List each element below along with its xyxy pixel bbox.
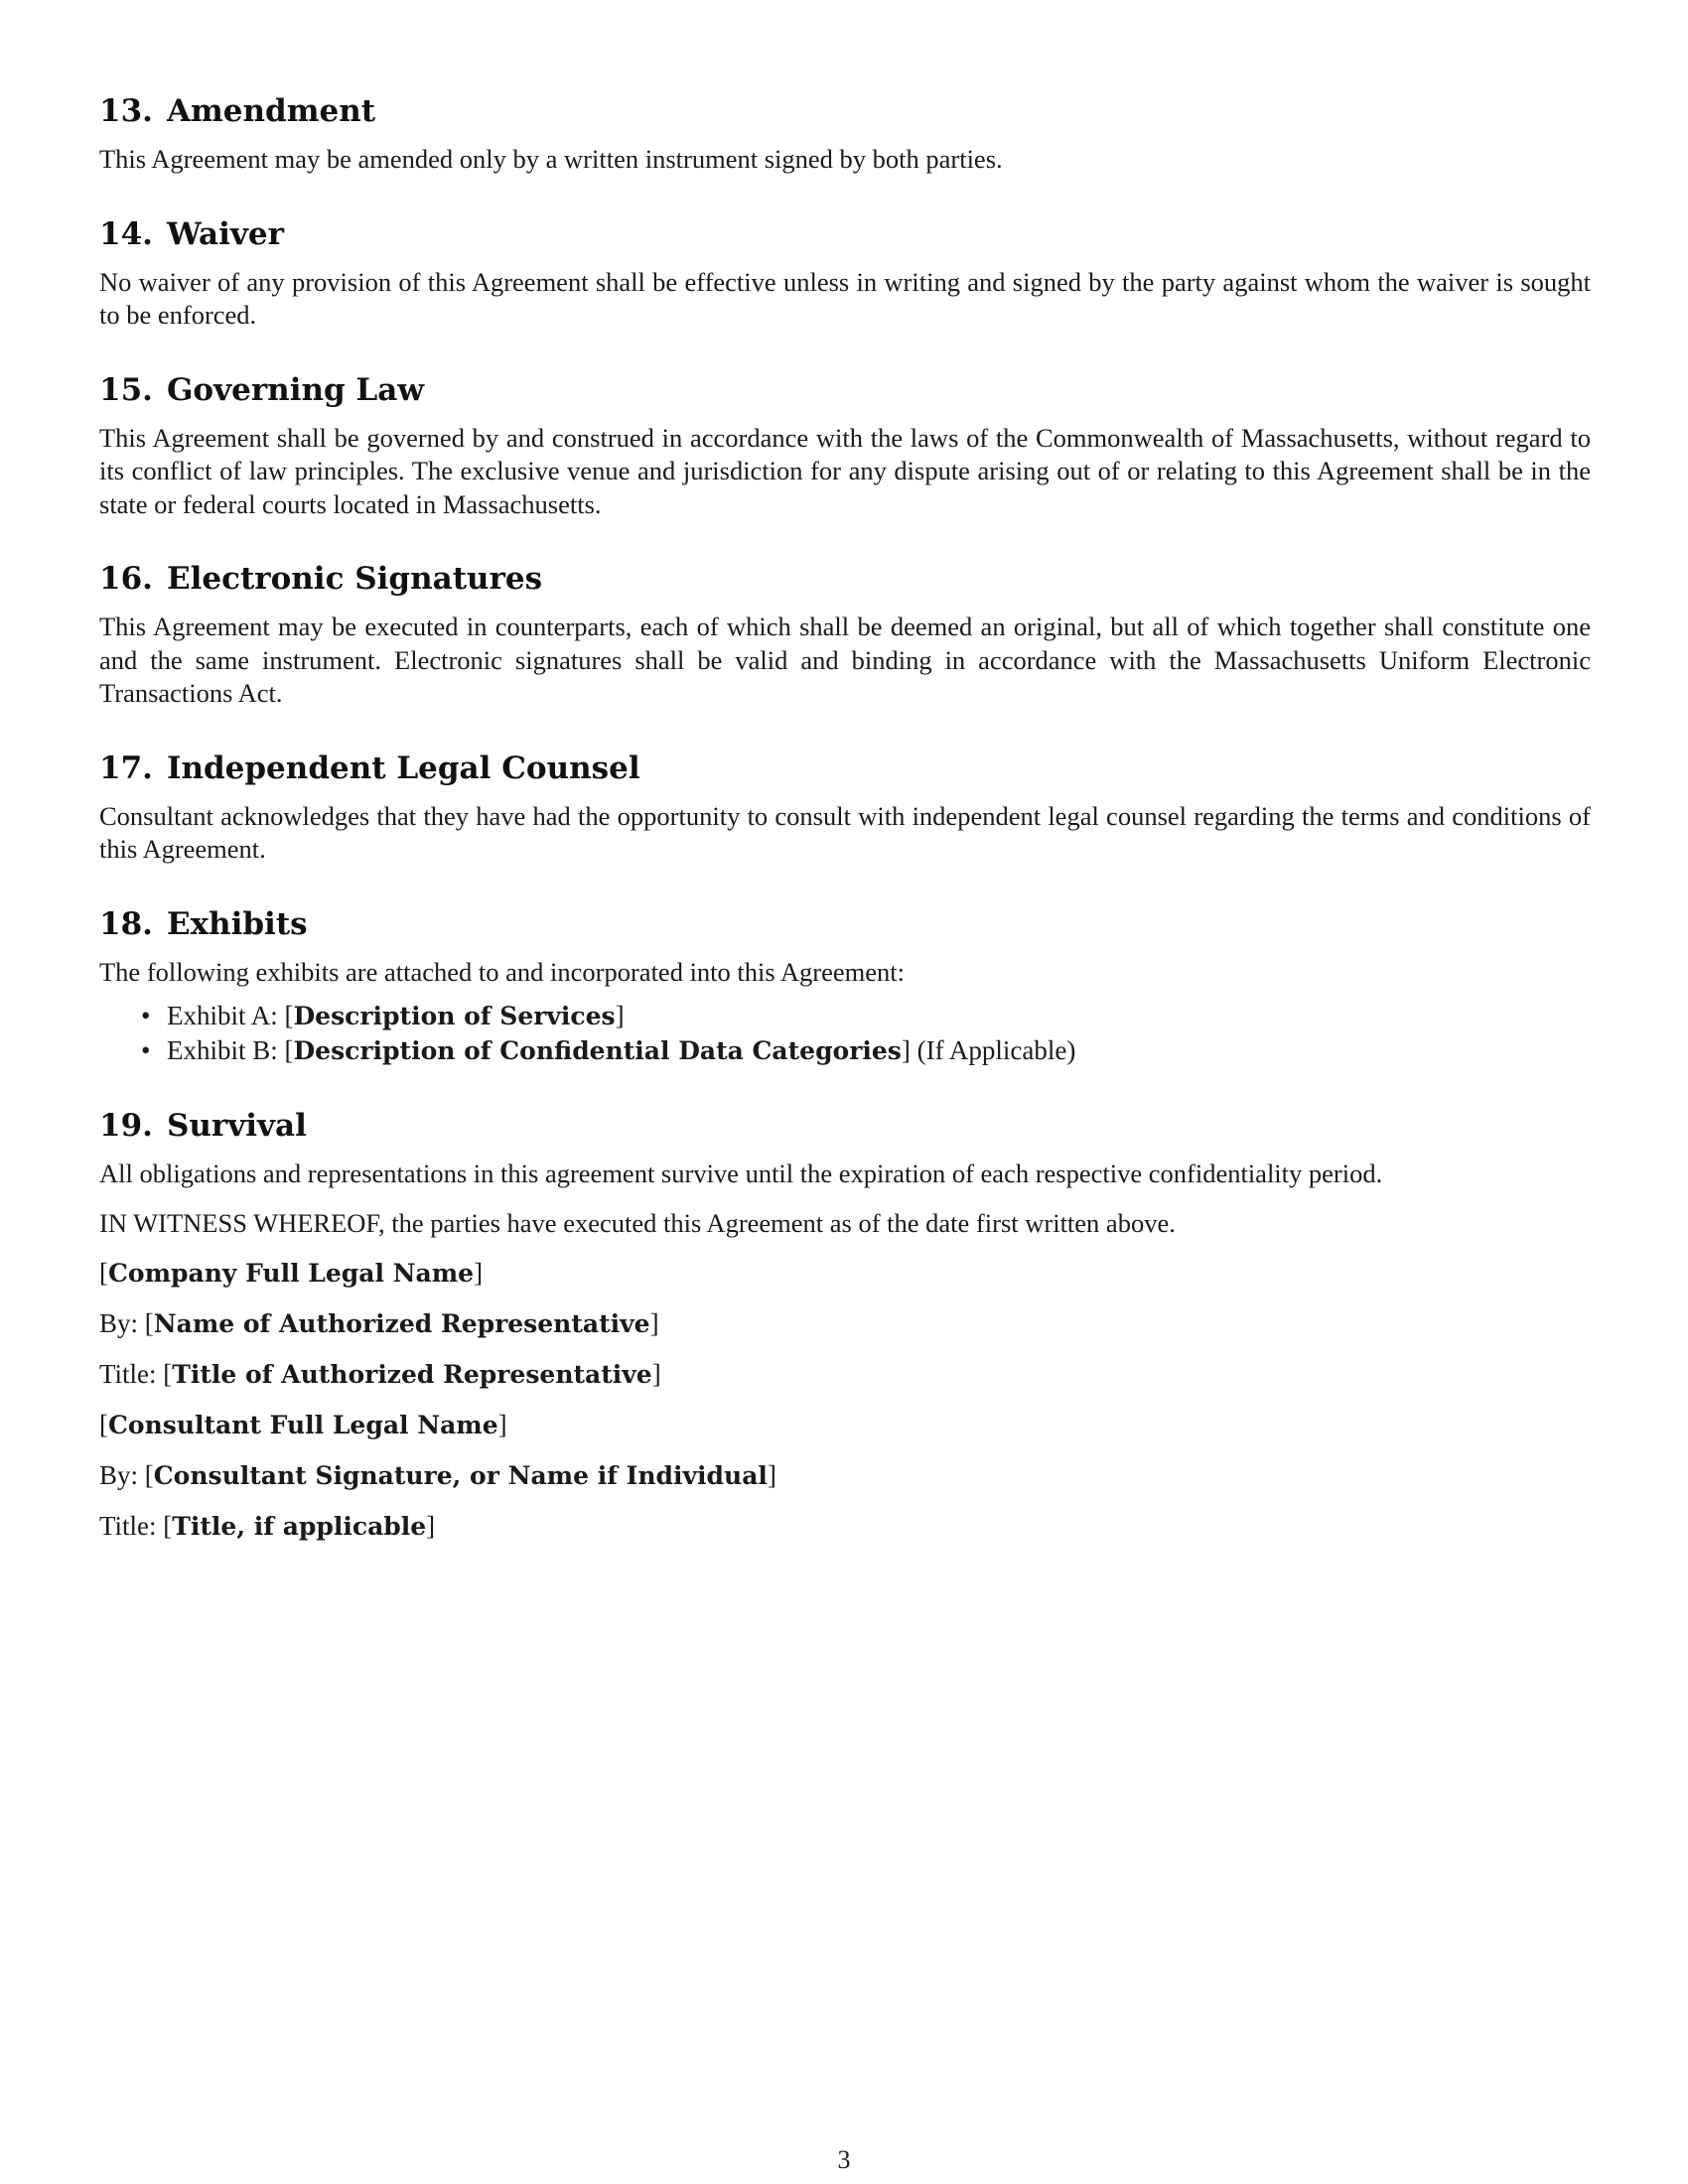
sig-placeholder: Name of Authorized Representative [153,1309,650,1338]
sig-prefix: By: [ [99,1460,154,1490]
sig-prefix: [ [99,1258,108,1288]
section-title: Exhibits [166,905,308,942]
sig-prefix: By: [ [99,1308,154,1338]
section-title: Waiver [166,215,284,252]
section-title: Independent Legal Counsel [166,750,640,786]
signature-company-name [99,1256,1591,1291]
section-heading [99,749,1591,788]
signature-company-title [99,1357,1591,1392]
signature-block [99,1256,1591,1544]
section-governing-law [99,370,1591,522]
sig-prefix: Title: [ [99,1359,173,1389]
exhibit-title: Description of Confidential Data Categories [293,1036,902,1065]
section-survival [99,1106,1591,1240]
signature-consultant-title [99,1509,1591,1544]
section-title: Survival [166,1108,307,1144]
exhibit-item [141,1033,1591,1068]
section-paragraph: Consultant acknowledges that they have had the opportunity to consult with independent legal counsel regarding the terms and conditions of this Agreement. [99,800,1591,864]
document-page [99,91,1591,1544]
signature-consultant-by [99,1458,1591,1493]
sig-placeholder: Title, if applicable [172,1512,427,1541]
signature-company-by [99,1306,1591,1341]
sig-suffix: ] [651,1359,661,1389]
section-heading [99,91,1591,131]
section-paragraph: No waiver of any provision of this Agreement shall be effective unless in writing and signed by the party against whom the waiver is sought to be enforced. [99,266,1591,330]
exhibit-suffix: ] [615,1001,625,1030]
sig-prefix: [ [99,1410,108,1439]
section-number: 19. [99,1108,153,1144]
section-amendment [99,91,1591,177]
sig-suffix: ] [474,1258,484,1288]
section-number: 17. [99,750,153,786]
sig-suffix: ] [649,1308,659,1338]
signature-consultant-name [99,1408,1591,1442]
section-paragraph: All obligations and representations in this agreement survive until the expiration of each respective confidentiality period. [99,1159,1383,1188]
sig-placeholder: Company Full Legal Name [108,1259,475,1288]
section-independent-legal-counsel [99,749,1591,867]
exhibit-prefix: Exhibit B: [ [167,1035,294,1065]
sig-placeholder: Consultant Signature, or Name if Individual [153,1461,768,1490]
section-number: 15. [99,371,153,408]
section-heading [99,370,1591,410]
exhibit-item [141,999,1591,1033]
section-title: Amendment [166,93,376,129]
exhibit-suffix: ] (If Applicable) [901,1035,1076,1065]
section-number: 16. [99,561,153,597]
exhibit-title: Description of Services [293,1002,616,1030]
sig-placeholder: Title of Authorized Representative [172,1360,652,1389]
section-heading [99,1106,1591,1146]
section-number: 14. [99,215,153,252]
exhibit-prefix: Exhibit A: [ [167,1001,294,1030]
sig-placeholder: Consultant Full Legal Name [108,1411,498,1439]
section-number: 13. [99,93,153,129]
section-heading [99,904,1591,944]
exhibits-list [99,999,1591,1068]
exhibits-intro: The following exhibits are attached to and incorporated into this Agreement: [99,956,905,987]
witness-clause: IN WITNESS WHEREOF, the parties have executed this Agreement as of the date first written above. [99,1207,1176,1238]
section-waiver [99,214,1591,333]
section-exhibits [99,904,1591,1069]
section-paragraph: This Agreement may be executed in counterparts, each of which shall be deemed an original, but all of which together shall constitute one and the same instrument. Electronic signatures shall be valid and binding in accordance with the Massachusetts Uniform Electronic Transactions Act. [99,612,1591,708]
section-heading [99,214,1591,254]
section-paragraph: This Agreement shall be governed by and construed in accordance with the laws of the Commonwealth of Massachusetts, without regard to its conflict of law principles. The exclusive venue and jurisdiction for any dispute arising out of or relating to this Agreement shall be in the state or federal courts located in Massachusetts. [99,422,1591,519]
page-number: 3 [837,2145,851,2174]
section-number: 18. [99,905,153,942]
sig-suffix: ] [497,1410,507,1439]
bullet-icon: • [141,1001,151,1030]
bullet-icon: • [141,1035,151,1065]
sig-prefix: Title: [ [99,1511,173,1541]
sig-suffix: ] [426,1511,436,1541]
section-heading [99,559,1591,599]
section-electronic-signatures [99,559,1591,711]
section-paragraph: This Agreement may be amended only by a written instrument signed by both parties. [99,144,1003,174]
section-title: Electronic Signatures [166,561,543,597]
section-title: Governing Law [166,371,425,408]
sig-suffix: ] [767,1460,776,1490]
